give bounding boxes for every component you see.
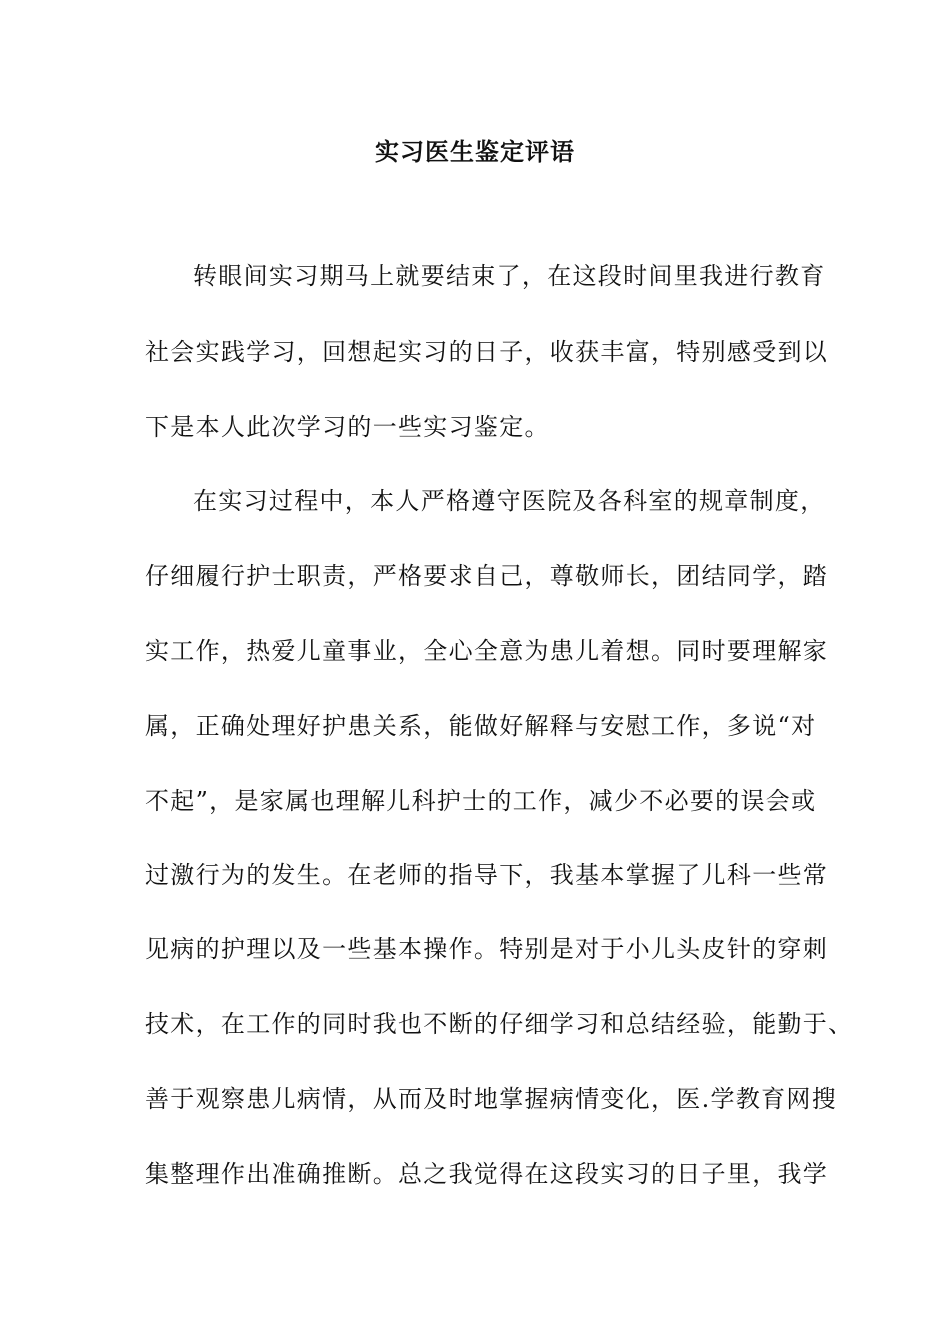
paragraph-1-line-3: 下是本人此次学习的一些实习鉴定。 bbox=[145, 413, 550, 441]
paragraph-2-line-5: 不起”，是家属也理解儿科护士的工作，减少不必要的误会或 bbox=[145, 787, 817, 815]
paragraph-1-line-2: 社会实践学习，回想起实习的日子，收获丰富，特别感受到以 bbox=[145, 338, 829, 366]
paragraph-2-line-3: 实工作，热爱儿童事业，全心全意为患儿着想。同时要理解家 bbox=[145, 637, 829, 665]
paragraph-2-line-4: 属，正确处理好护患关系，能做好解释与安慰工作，多说“对 bbox=[145, 712, 817, 740]
paragraph-2-line-8: 技术，在工作的同时我也不断的仔细学习和总结经验，能勤于、 bbox=[145, 1010, 854, 1038]
paragraph-2-line-9: 善于观察患儿病情，从而及时地掌握病情变化，医.学教育网搜 bbox=[145, 1085, 838, 1113]
document-title: 实习医生鉴定评语 bbox=[375, 137, 575, 166]
paragraph-1-line-1: 转眼间实习期马上就要结束了，在这段时间里我进行教育 bbox=[193, 262, 826, 290]
paragraph-2-line-6: 过激行为的发生。在老师的指导下，我基本掌握了儿科一些常 bbox=[145, 861, 829, 889]
paragraph-2-line-7: 见病的护理以及一些基本操作。特别是对于小儿头皮针的穿刺 bbox=[145, 935, 829, 963]
paragraph-2-line-10: 集整理作出准确推断。总之我觉得在这段实习的日子里，我学 bbox=[145, 1160, 829, 1188]
paragraph-2-line-1: 在实习过程中，本人严格遵守医院及各科室的规章制度， bbox=[193, 487, 826, 515]
paragraph-2-line-2: 仔细履行护士职责，严格要求自己，尊敬师长，团结同学，踏 bbox=[145, 562, 829, 590]
